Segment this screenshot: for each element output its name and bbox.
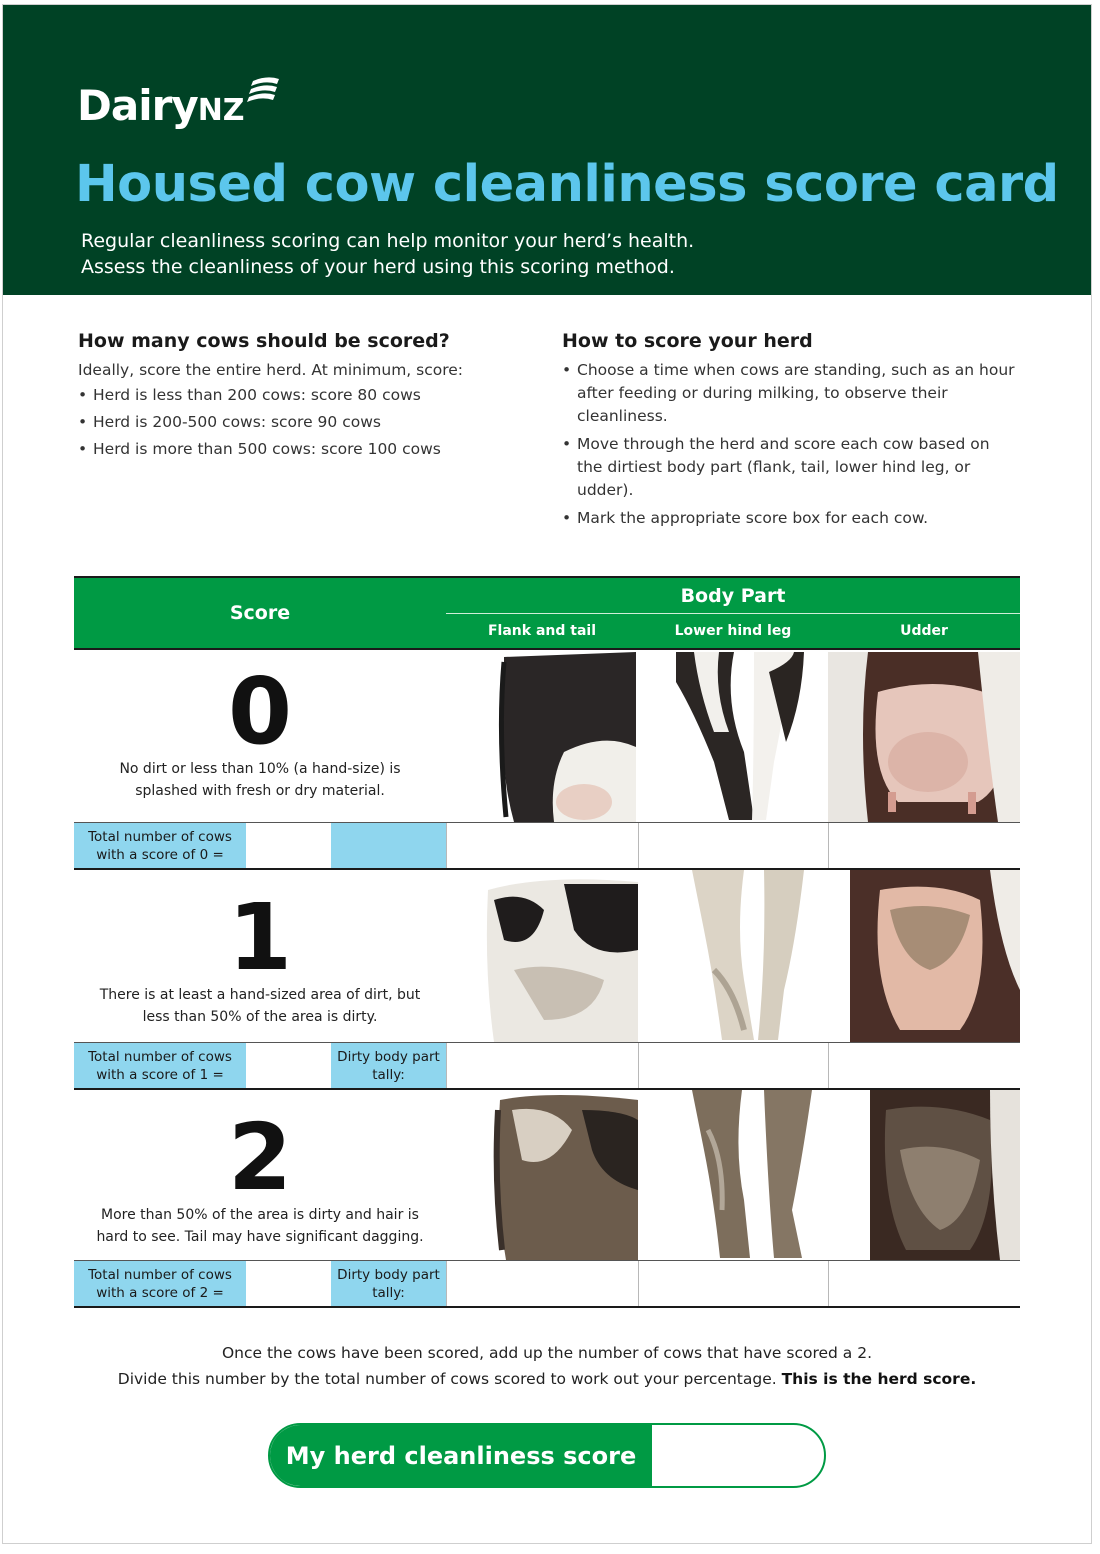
photo-flank-score-0 bbox=[494, 652, 636, 822]
list-item: • Herd is more than 500 cows: score 100 cows bbox=[78, 438, 498, 461]
footer-instructions bbox=[74, 1340, 1020, 1392]
tally-cell-leg-0[interactable] bbox=[638, 823, 828, 868]
tally-row-1 bbox=[74, 1042, 1020, 1090]
total-cows-input-0[interactable] bbox=[246, 823, 330, 868]
intro-line-1: Regular cleanliness scoring can help monitor your herd’s health. bbox=[81, 230, 695, 252]
tally-label-2: Dirty body part tally: bbox=[331, 1261, 446, 1306]
column-udder: Udder bbox=[900, 623, 948, 639]
tally-cell-flank-1[interactable] bbox=[446, 1043, 638, 1088]
herd-score-label: My herd cleanliness score bbox=[270, 1425, 652, 1486]
column-flank-tail: Flank and tail bbox=[487, 623, 596, 639]
how-many-list bbox=[78, 384, 498, 461]
photo-udder-score-1 bbox=[850, 870, 1020, 1042]
tally-label-0 bbox=[331, 823, 446, 868]
footer-line-2 bbox=[74, 1366, 1020, 1392]
tally-cell-flank-0[interactable] bbox=[446, 823, 638, 868]
tally-cell-udder-2[interactable] bbox=[828, 1261, 1020, 1306]
photo-leg-score-0 bbox=[674, 652, 826, 822]
tally-cell-leg-1[interactable] bbox=[638, 1043, 828, 1088]
score-row-2 bbox=[74, 1090, 1020, 1260]
total-cows-input-2[interactable] bbox=[246, 1261, 330, 1306]
logo-nz: NZ bbox=[197, 93, 245, 128]
herd-score-box bbox=[268, 1423, 826, 1488]
photo-leg-score-1 bbox=[674, 870, 828, 1042]
list-item: • Mark the appropriate score box for each cow. bbox=[562, 507, 1017, 530]
dairynz-logo bbox=[77, 81, 281, 130]
score-cell bbox=[74, 658, 446, 802]
total-cows-label-2: Total number of cows with a score of 2 = bbox=[74, 1261, 246, 1306]
photo-leg-score-2 bbox=[678, 1090, 828, 1260]
total-cows-label-0: Total number of cows with a score of 0 = bbox=[74, 823, 246, 868]
footer-line-2-text: Divide this number by the total number of cows scored to work out your percentage. bbox=[117, 1370, 777, 1388]
list-item: • Move through the herd and score each cow based on the dirtiest body part (flank, tail, lower hind leg, or udder). bbox=[562, 433, 1017, 502]
photo-udder-score-2 bbox=[870, 1090, 1020, 1260]
how-many-lead: Ideally, score the entire herd. At minimum, score: bbox=[78, 361, 464, 379]
tally-cell-udder-1[interactable] bbox=[828, 1043, 1020, 1088]
body-part-header: Body Part bbox=[446, 578, 1020, 614]
photo-flank-score-1 bbox=[484, 870, 638, 1042]
how-to-section bbox=[562, 330, 1017, 535]
total-cows-input-1[interactable] bbox=[246, 1043, 330, 1088]
list-item: • Choose a time when cows are standing, such as an hour after feeding or during milking, to observe their cleanliness. bbox=[562, 359, 1017, 428]
logo-dairy: Dairy bbox=[77, 81, 198, 130]
score-row-0 bbox=[74, 652, 1020, 822]
how-many-section bbox=[78, 330, 498, 465]
score-cell bbox=[74, 1104, 446, 1248]
how-many-heading: How many cows should be scored? bbox=[78, 330, 450, 352]
tally-cell-leg-2[interactable] bbox=[638, 1261, 828, 1306]
score-number: 1 bbox=[227, 884, 292, 991]
photo-udder-score-0 bbox=[828, 652, 1020, 822]
column-lower-hind-leg: Lower hind leg bbox=[674, 623, 792, 639]
tally-row-2 bbox=[74, 1260, 1020, 1308]
list-item: • Herd is less than 200 cows: score 80 cows bbox=[78, 384, 498, 407]
tally-row-0 bbox=[74, 822, 1020, 870]
total-cows-label-1: Total number of cows with a score of 1 = bbox=[74, 1043, 246, 1088]
footer-line-1: Once the cows have been scored, add up the number of cows that have scored a 2. bbox=[221, 1344, 873, 1362]
how-to-heading: How to score your herd bbox=[562, 330, 813, 352]
tally-cell-flank-2[interactable] bbox=[446, 1261, 638, 1306]
score-cell bbox=[74, 884, 446, 1028]
score-column-header: Score bbox=[229, 602, 291, 624]
score-description: More than 50% of the area is dirty and hair is hard to see. Tail may have significant dagging. bbox=[96, 1207, 424, 1245]
score-description: There is at least a hand-sized area of dirt, but less than 50% of the area is dirty. bbox=[99, 987, 421, 1025]
list-item: • Herd is 200-500 cows: score 90 cows bbox=[78, 411, 498, 434]
how-to-list bbox=[562, 359, 1017, 530]
herd-score-input[interactable] bbox=[652, 1425, 824, 1486]
tally-label-1: Dirty body part tally: bbox=[331, 1043, 446, 1088]
score-number: 2 bbox=[227, 1104, 292, 1211]
score-number: 0 bbox=[227, 658, 292, 765]
photo-flank-score-2 bbox=[492, 1090, 638, 1260]
logo-swoosh-icon bbox=[247, 75, 281, 111]
tally-cell-udder-0[interactable] bbox=[828, 823, 1020, 868]
intro-line-2: Assess the cleanliness of your herd using this scoring method. bbox=[81, 256, 675, 278]
page-title: Housed cow cleanliness score card bbox=[75, 155, 1059, 214]
intro-text bbox=[81, 228, 981, 280]
header-banner bbox=[3, 5, 1091, 295]
score-table-header bbox=[74, 576, 1020, 650]
score-row-1 bbox=[74, 870, 1020, 1042]
footer-line-2-bold: This is the herd score. bbox=[781, 1370, 977, 1388]
score-description: No dirt or less than 10% (a hand-size) is splashed with fresh or dry material. bbox=[119, 761, 401, 799]
